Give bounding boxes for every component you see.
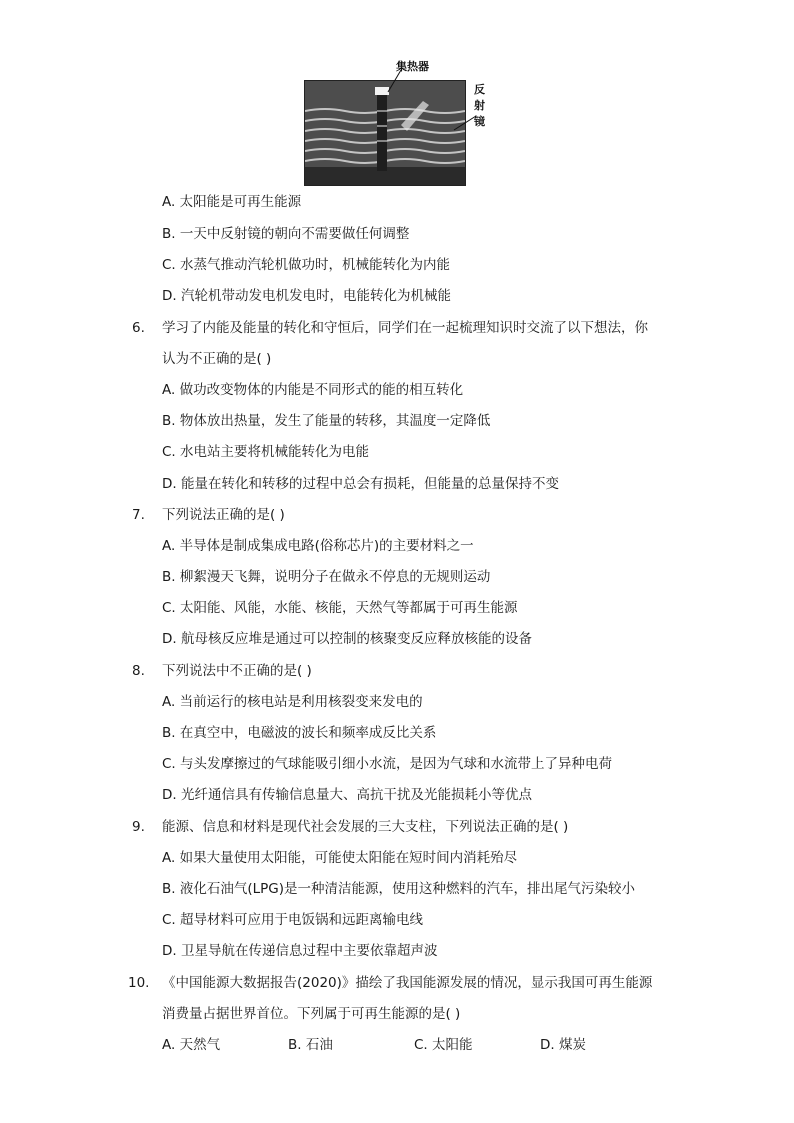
q9-option-d: D. 卫星导航在传递信息过程中主要依靠超声波 [162,943,438,959]
q9-option-c: C. 超导材料可应用于电饭锅和远距离输电线 [162,912,424,928]
q10-stem-line2: 消费量占据世界首位。下列属于可再生能源的是( ) [162,1006,461,1022]
q8-option-c: C. 与头发摩擦过的气球能吸引细小水流，是因为气球和水流带上了异种电荷 [162,756,613,772]
q8-option-d: D. 光纤通信具有传输信息量大、高抗干扰及光能损耗小等优点 [162,787,532,803]
q8-stem: 下列说法中不正确的是( ) [162,663,312,679]
q9-option-a: A. 如果大量使用太阳能，可能使太阳能在短时间内消耗殆尽 [162,850,518,866]
q7-option-a: A. 半导体是制成集成电路(俗称芯片)的主要材料之一 [162,538,474,554]
q10-number: 10. [128,975,150,991]
q6-option-b: B. 物体放出热量，发生了能量的转移，其温度一定降低 [162,413,491,429]
q5-option-d: D. 汽轮机带动发电机发电时，电能转化为机械能 [162,288,451,304]
q7-stem: 下列说法正确的是( ) [162,507,285,523]
q6-option-a: A. 做功改变物体的内能是不同形式的能的相互转化 [162,382,464,398]
q6-stem-line2: 认为不正确的是( ) [162,351,272,367]
q6-number: 6. [132,320,145,336]
q5-option-c: C. 水蒸气推动汽轮机做功时，机械能转化为内能 [162,257,451,273]
q7-number: 7. [132,507,145,523]
figure-leader-lines [304,56,504,184]
q6-option-c: C. 水电站主要将机械能转化为电能 [162,444,370,460]
q5-option-b: B. 一天中反射镜的朝向不需要做任何调整 [162,226,410,242]
solar-plant-figure [304,56,504,184]
q10-option-b: B. 石油 [288,1037,333,1053]
q6-stem-line1: 学习了内能及能量的转化和守恒后，同学们在一起梳理知识时交流了以下想法，你 [162,320,648,336]
q9-stem: 能源、信息和材料是现代社会发展的三大支柱，下列说法正确的是( ) [162,819,569,835]
q7-option-d: D. 航母核反应堆是通过可以控制的核聚变反应释放核能的设备 [162,631,532,647]
q10-stem-line1: 《中国能源大数据报告(2020)》描绘了我国能源发展的情况，显示我国可再生能源 [162,975,653,991]
q6-option-d: D. 能量在转化和转移的过程中总会有损耗，但能量的总量保持不变 [162,476,559,492]
q10-option-d: D. 煤炭 [540,1037,586,1053]
figure-label-collector: 集热器 [396,60,429,73]
q5-option-a: A. 太阳能是可再生能源 [162,194,302,210]
q9-option-b: B. 液化石油气(LPG)是一种清洁能源，使用这种燃料的汽车，排出尾气污染较小 [162,881,636,897]
q10-option-c: C. 太阳能 [414,1037,473,1053]
q8-option-a: A. 当前运行的核电站是利用核裂变来发电的 [162,694,423,710]
figure-label-reflector: 反射镜 [474,83,485,128]
q7-option-c: C. 太阳能、风能，水能、核能，天然气等都属于可再生能源 [162,600,518,616]
q10-option-a: A. 天然气 [162,1037,221,1053]
q8-number: 8. [132,663,145,679]
q8-option-b: B. 在真空中，电磁波的波长和频率成反比关系 [162,725,437,741]
q9-number: 9. [132,819,145,835]
q7-option-b: B. 柳絮漫天飞舞，说明分子在做永不停息的无规则运动 [162,569,491,585]
